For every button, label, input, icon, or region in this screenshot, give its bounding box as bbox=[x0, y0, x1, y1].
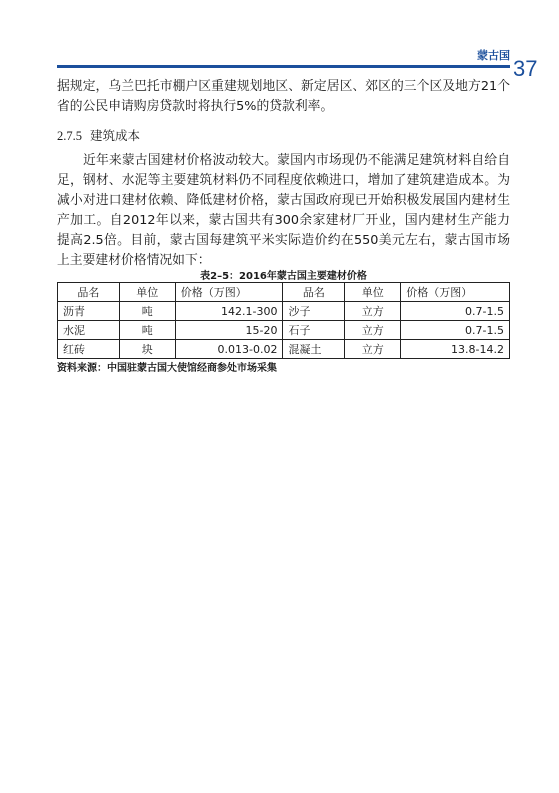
table-cell: 石子 bbox=[283, 321, 345, 340]
col-header-price: 价格（万图） bbox=[175, 283, 283, 302]
table-cell: 混凝土 bbox=[283, 340, 345, 359]
table-row bbox=[58, 340, 510, 359]
source-note: 资料来源：中国驻蒙古国大使馆经商参处市场采集 bbox=[57, 363, 277, 374]
table-cell: 立方 bbox=[345, 321, 401, 340]
col-header-unit-2: 单位 bbox=[345, 283, 401, 302]
table-cell: 0.7-1.5 bbox=[401, 321, 510, 340]
table-cell: 15-20 bbox=[175, 321, 283, 340]
table-cell: 0.7-1.5 bbox=[401, 302, 510, 321]
table-cell: 立方 bbox=[345, 340, 401, 359]
table-cell: 吨 bbox=[119, 321, 175, 340]
table-cell: 沥青 bbox=[58, 302, 120, 321]
table-cell: 块 bbox=[119, 340, 175, 359]
table-cell: 0.013-0.02 bbox=[175, 340, 283, 359]
table-row bbox=[58, 321, 510, 340]
section-title: 建筑成本 bbox=[90, 128, 141, 143]
col-header-name: 品名 bbox=[58, 283, 120, 302]
table-cell: 沙子 bbox=[283, 302, 345, 321]
col-header-name-2: 品名 bbox=[283, 283, 345, 302]
header-section-label: 蒙古国 bbox=[477, 49, 510, 62]
table-cell: 13.8-14.2 bbox=[401, 340, 510, 359]
table-cell: 142.1-300 bbox=[175, 302, 283, 321]
col-header-unit: 单位 bbox=[119, 283, 175, 302]
table-caption: 表2–5：2016年蒙古国主要建材价格 bbox=[200, 271, 367, 282]
table-cell: 吨 bbox=[119, 302, 175, 321]
page-number: 37 bbox=[513, 56, 538, 81]
section-number: 2.7.5 bbox=[57, 129, 82, 143]
paragraph-1: 据规定，乌兰巴托市棚户区重建规划地区、新定居区、郊区的三个区及地方21个省的公民申请购房贷款时将执行5%的贷款利率。 bbox=[57, 79, 510, 114]
table-row bbox=[58, 302, 510, 321]
col-header-price-2: 价格（万图） bbox=[401, 283, 510, 302]
header-rule bbox=[57, 65, 510, 68]
materials-price-table bbox=[57, 282, 510, 359]
table-cell: 水泥 bbox=[58, 321, 120, 340]
paragraph-2: 近年来蒙古国建材价格波动较大。蒙国内市场现仍不能满足建筑材料自给自足，钢材、水泥等主要建筑材料仍不同程度依赖进口，增加了建筑建造成本。为减小对进口建材依赖、降低建材价格，蒙古国政府现已开始积极发展国内建材生产加工。自2012年以来，蒙古国共有300余家建材厂开业，国内建材生产能力提高2.5倍。目前，蒙古国每建筑平米实际造价约在550美元左右，蒙古国市场上主要建材价格情况如下： bbox=[57, 153, 510, 268]
table-header-row bbox=[58, 283, 510, 302]
table-cell: 红砖 bbox=[58, 340, 120, 359]
section-heading bbox=[57, 126, 140, 144]
table-cell: 立方 bbox=[345, 302, 401, 321]
